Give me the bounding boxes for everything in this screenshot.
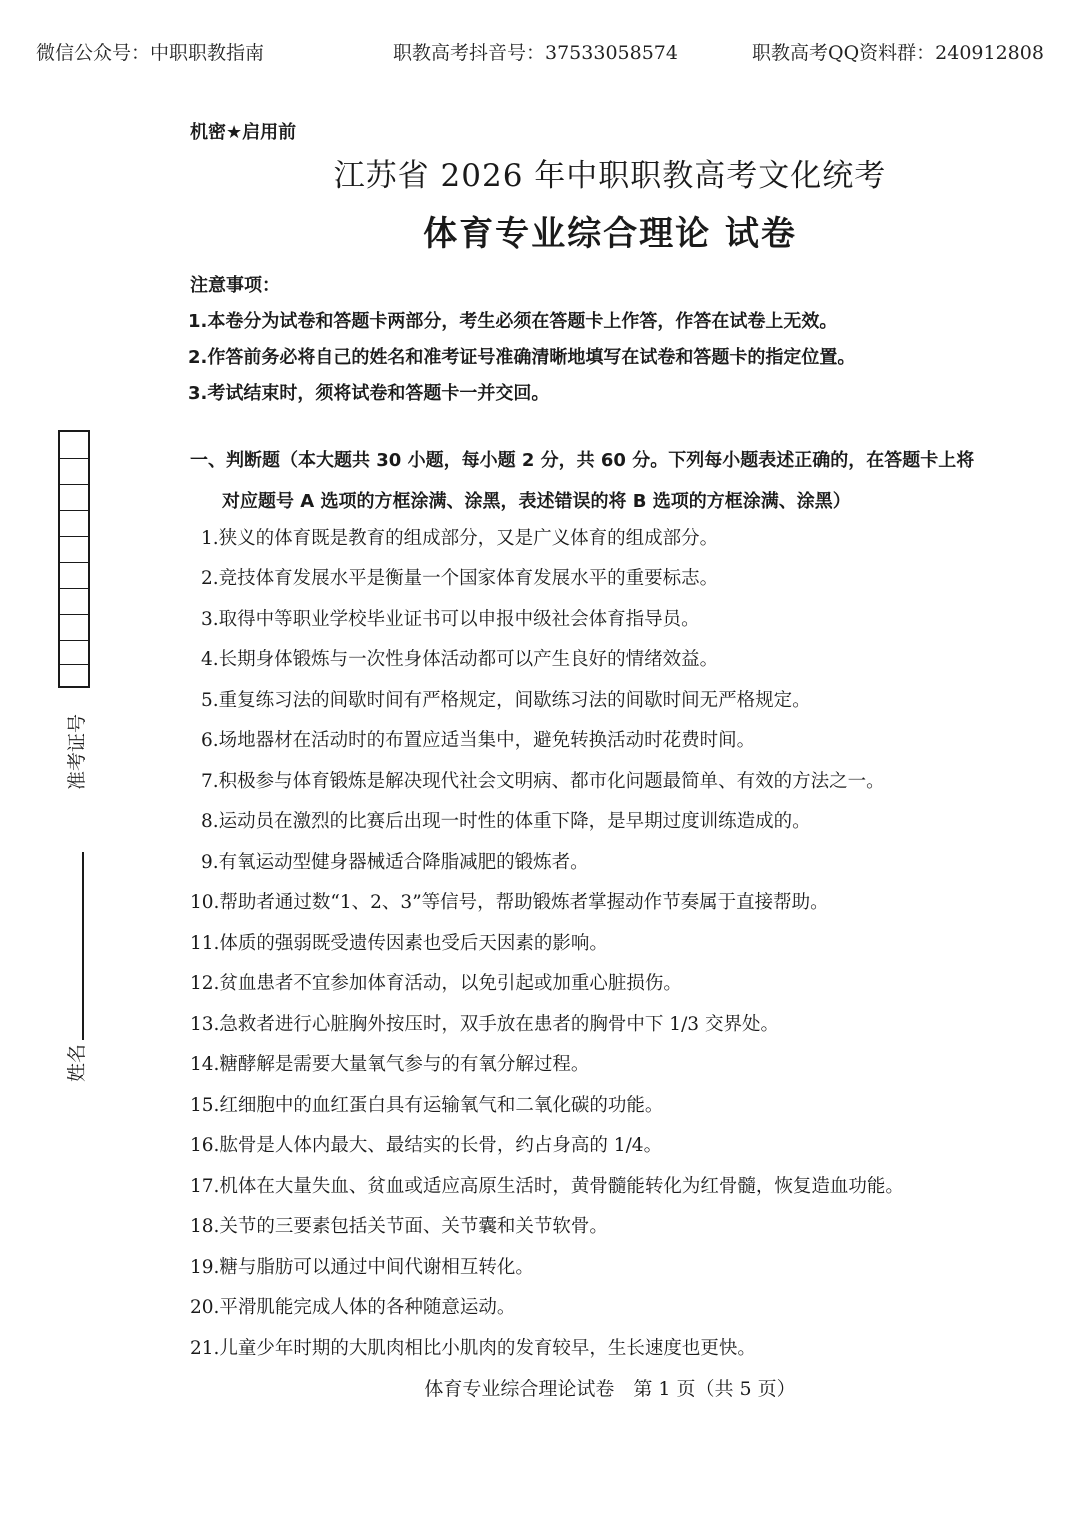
question-item: 1.狭义的体育既是教育的组成部分，又是广义体育的组成部分。 bbox=[201, 528, 719, 549]
question-item: 6.场地器材在活动时的布置应适当集中，避免转换活动时花费时间。 bbox=[201, 730, 756, 751]
id-box-divider bbox=[60, 614, 88, 615]
header-wechat: 微信公众号：中职职教指南 bbox=[36, 42, 265, 64]
question-item: 12.贫血患者不宜参加体育活动，以免引起或加重心脏损伤。 bbox=[190, 973, 682, 994]
confidential-mark: 机密★启用前 bbox=[190, 122, 297, 143]
exam-title: 江苏省 2026 年中职职教高考文化统考 bbox=[333, 158, 887, 194]
question-item: 3.取得中等职业学校毕业证书可以申报中级社会体育指导员。 bbox=[201, 609, 700, 630]
id-box-divider bbox=[60, 510, 88, 511]
id-box-divider bbox=[60, 536, 88, 537]
question-item: 9.有氧运动型健身器械适合降脂减肥的锻炼者。 bbox=[201, 852, 589, 873]
question-item: 15.红细胞中的血红蛋白具有运输氧气和二氧化碳的功能。 bbox=[190, 1095, 664, 1116]
id-box-divider bbox=[60, 562, 88, 563]
question-item: 18.关节的三要素包括关节面、关节囊和关节软骨。 bbox=[190, 1216, 608, 1237]
question-item: 17.机体在大量失血、贫血或适应高原生活时，黄骨髓能转化为红骨髓，恢复造血功能。 bbox=[190, 1176, 904, 1197]
question-item: 5.重复练习法的间歇时间有严格规定，间歇练习法的间歇时间无严格规定。 bbox=[201, 690, 811, 711]
note-item: 1.本卷分为试卷和答题卡两部分，考生必须在答题卡上作答，作答在试卷上无效。 bbox=[188, 311, 838, 332]
question-item: 7.积极参与体育锻炼是解决现代社会文明病、都市化问题最简单、有效的方法之一。 bbox=[201, 771, 885, 792]
section-heading-cont: 对应题号 A 选项的方框涂满、涂黑，表述错误的将 B 选项的方框涂满、涂黑） bbox=[222, 491, 851, 512]
header-bar bbox=[0, 38, 1080, 68]
note-item: 2.作答前务必将自己的姓名和准考证号准确清晰地填写在试卷和答题卡的指定位置。 bbox=[188, 347, 856, 368]
question-item: 21.儿童少年时期的大肌肉相比小肌肉的发育较早，生长速度也更快。 bbox=[190, 1338, 756, 1359]
question-item: 19.糖与脂肪可以通过中间代谢相互转化。 bbox=[190, 1257, 534, 1278]
question-item: 13.急救者进行心脏胸外按压时，双手放在患者的胸骨中下 1/3 交界处。 bbox=[190, 1014, 779, 1035]
question-item: 10.帮助者通过数“1、2、3”等信号，帮助锻炼者掌握动作节奏属于直接帮助。 bbox=[190, 892, 829, 913]
id-box-divider bbox=[60, 640, 88, 641]
paper-title: 体育专业综合理论 试卷 bbox=[423, 214, 797, 254]
id-box-divider bbox=[60, 484, 88, 485]
question-item: 20.平滑肌能完成人体的各种随意运动。 bbox=[190, 1297, 516, 1318]
name-label: 姓名 bbox=[66, 1043, 88, 1082]
exam-id-label: 准考证号 bbox=[66, 713, 88, 790]
id-box-divider bbox=[60, 458, 88, 459]
question-item: 2.竞技体育发展水平是衡量一个国家体育发展水平的重要标志。 bbox=[201, 568, 719, 589]
question-item: 4.长期身体锻炼与一次性身体活动都可以产生良好的情绪效益。 bbox=[201, 649, 719, 670]
notes-title: 注意事项： bbox=[190, 275, 280, 296]
question-item: 16.肱骨是人体内最大、最结实的长骨，约占身高的 1/4。 bbox=[190, 1135, 663, 1156]
page-footer: 体育专业综合理论试卷 第 1 页（共 5 页） bbox=[424, 1378, 796, 1400]
header-douyin: 职教高考抖音号：37533058574 bbox=[393, 42, 678, 64]
header-qq: 职教高考QQ资料群：240912808 bbox=[752, 42, 1044, 64]
id-box-divider bbox=[60, 588, 88, 589]
question-item: 11.体质的强弱既受遗传因素也受后天因素的影响。 bbox=[190, 933, 608, 954]
name-fill-line bbox=[82, 852, 84, 1040]
section-heading: 一、判断题（本大题共 30 小题，每小题 2 分，共 60 分。下列每小题表述正确的，在答题卡上将 bbox=[190, 450, 975, 471]
note-item: 3.考试结束时，须将试卷和答题卡一并交回。 bbox=[188, 383, 550, 404]
id-box-divider bbox=[60, 664, 88, 665]
question-item: 14.糖酵解是需要大量氧气参与的有氧分解过程。 bbox=[190, 1054, 590, 1075]
question-item: 8.运动员在激烈的比赛后出现一时性的体重下降，是早期过度训练造成的。 bbox=[201, 811, 811, 832]
exam-id-boxes bbox=[58, 430, 90, 688]
